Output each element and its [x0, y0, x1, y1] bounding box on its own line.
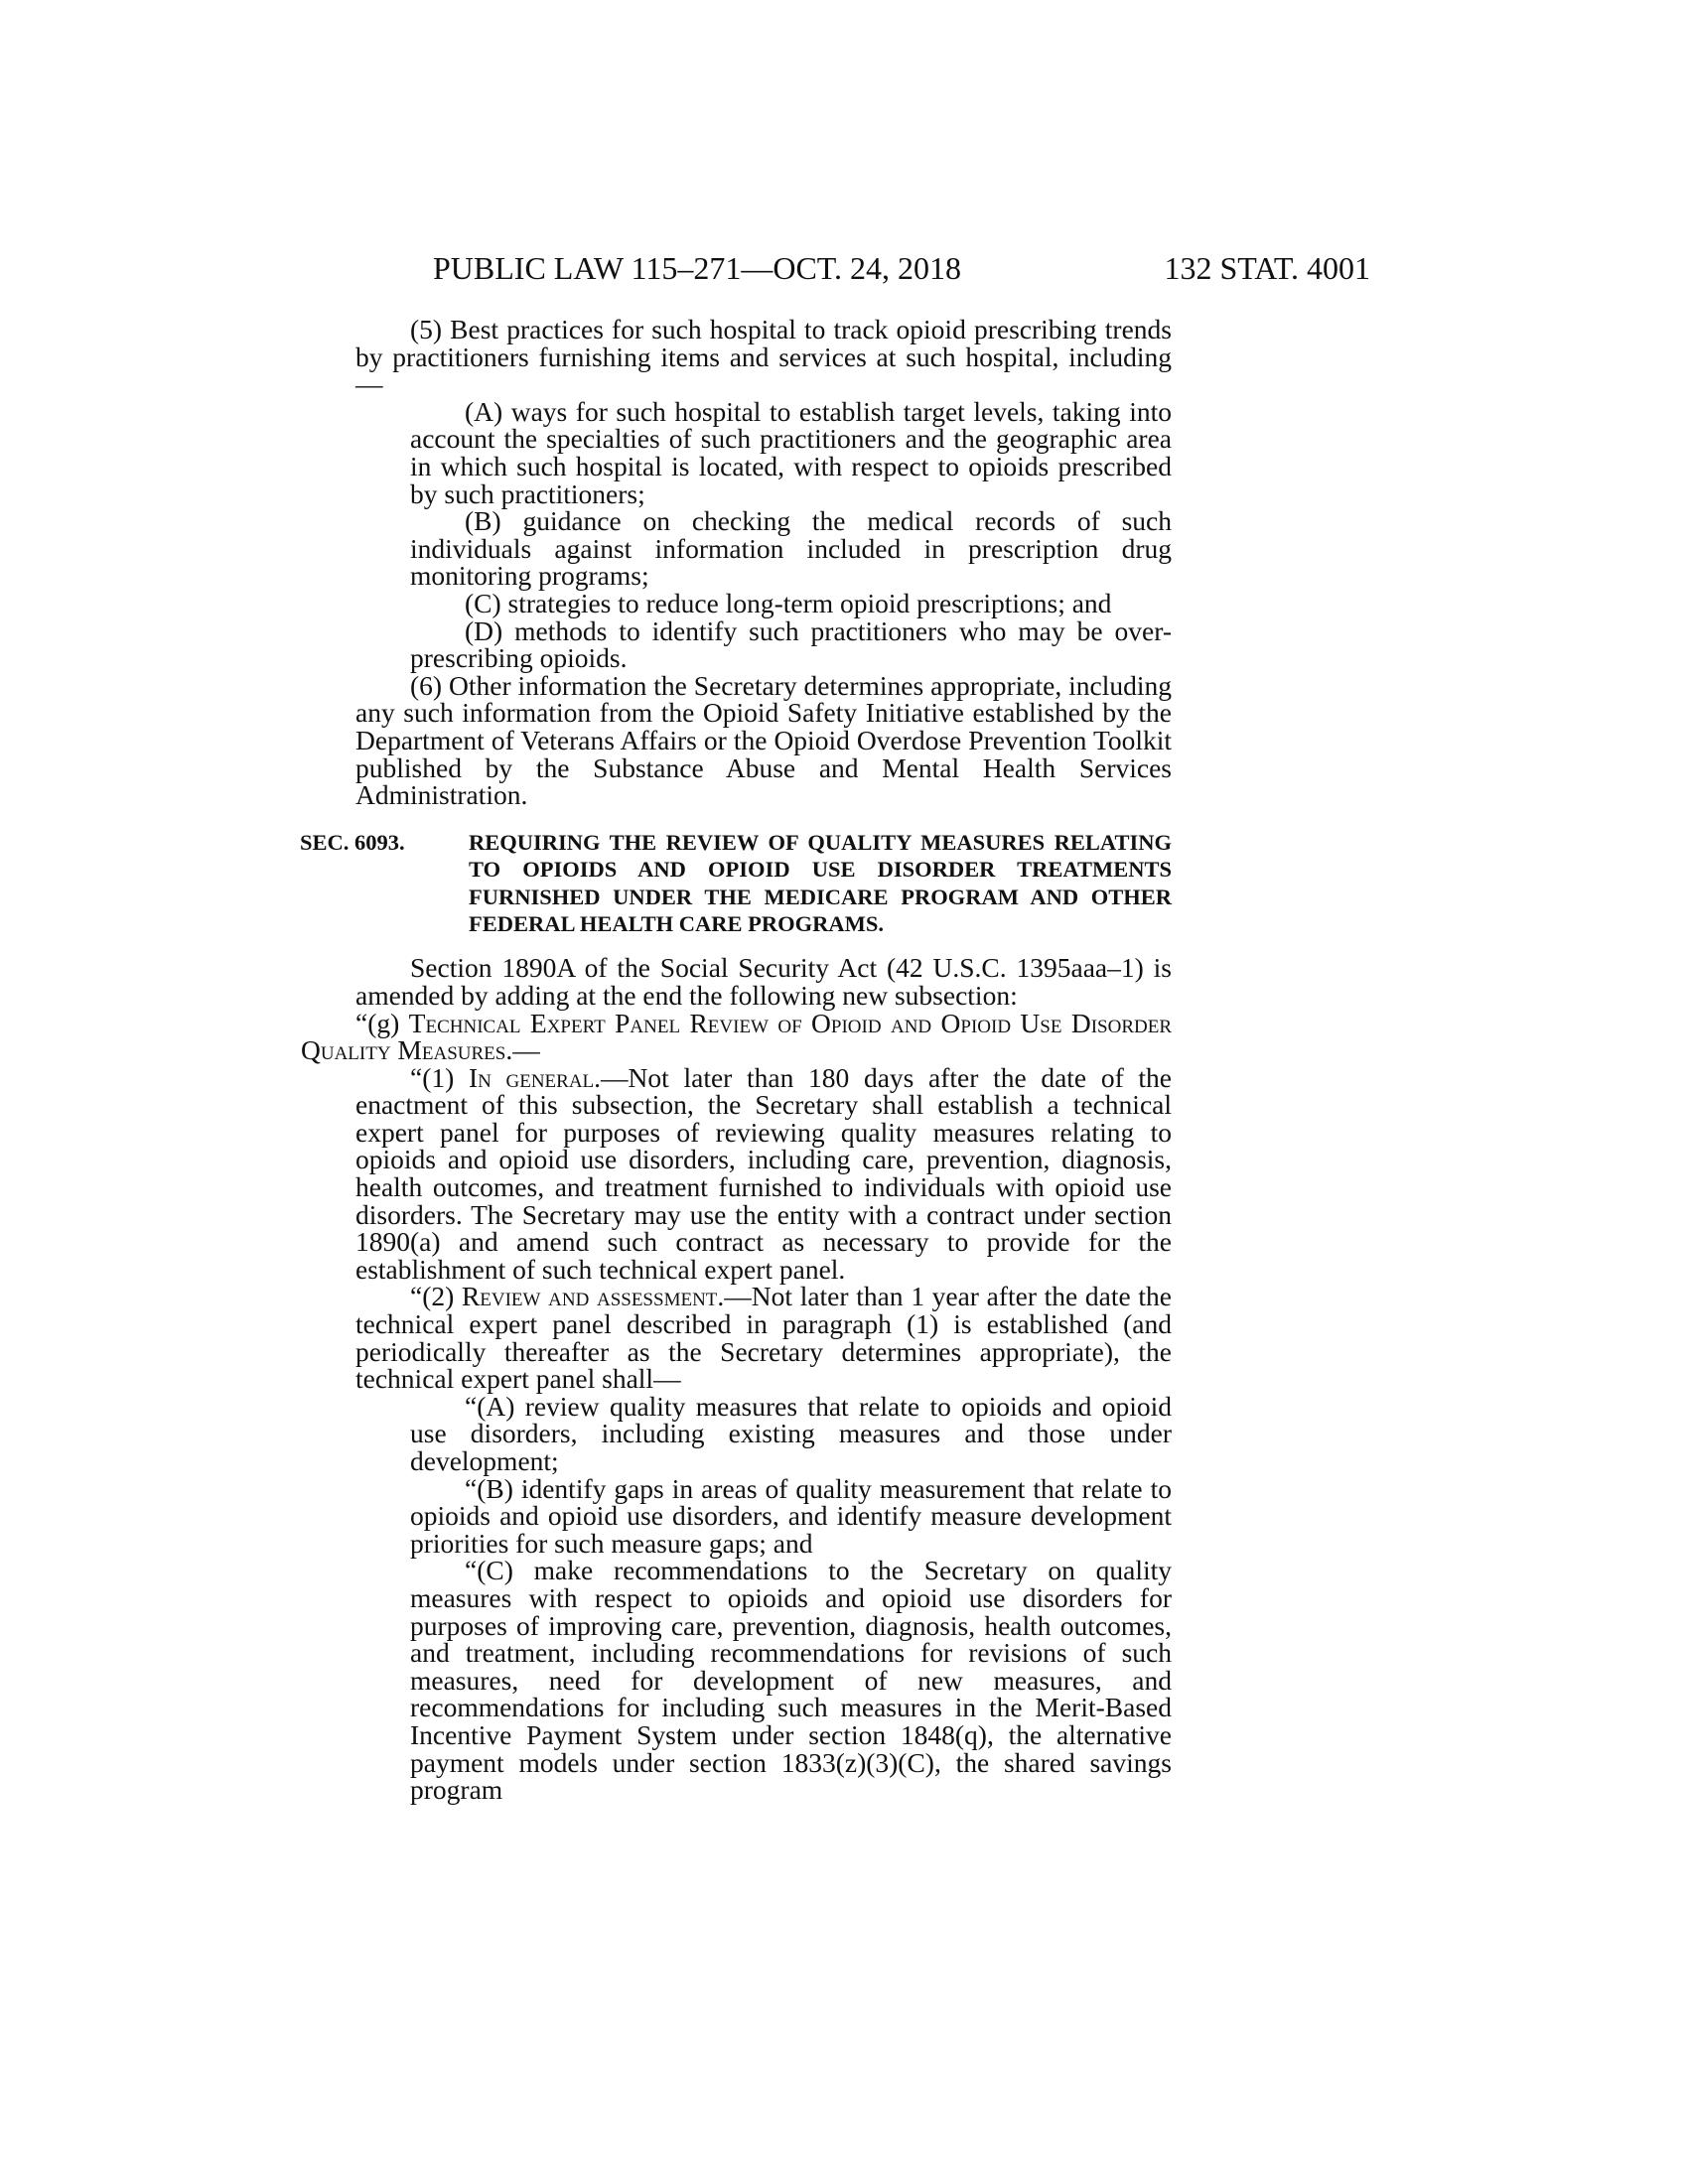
paragraph-g-1	[355, 1061, 1172, 1285]
subparagraph-5-D: (D) methods to identify such practitioners who may be over-prescribing opioids.	[410, 614, 1172, 674]
subsection-g-heading	[301, 1007, 1172, 1066]
subparagraph-5-B: (B) guidance on checking the medical records of such individuals against information included in prescription drug monitoring programs;	[410, 505, 1172, 592]
subsection-g-title: Technical Expert Panel Review of Opioid and Opioid Use Disorder Quality Measures	[301, 1007, 1172, 1066]
section-number: SEC. 6093.	[300, 829, 405, 855]
paragraph-g-2-text: .—Not later than 1 year after the date the technical expert panel described in paragraph (1) is established (and periodically thereafter as the Secretary determines appropriate), the technical expert panel shall—	[355, 1281, 1172, 1395]
paragraph-g-1-heading: In general	[468, 1061, 595, 1093]
statute-page-number: 132 STAT. 4001	[1164, 250, 1370, 286]
section-title: REQUIRING THE REVIEW OF QUALITY MEASURES RELATING TO OPIOIDS AND OPIOID USE DISORDER TREATMENTS FURNISHED UNDER THE MEDICARE PROGRAM AND OTHER FEDERAL HEALTH CARE PROGRAMS.	[469, 829, 1172, 936]
page-header	[433, 248, 1370, 288]
paragraph-g-1-prefix: “(1)	[410, 1061, 469, 1093]
subparagraph-5-A: (A) ways for such hospital to establish target levels, taking into account the specialties of such practitioners and the geographic area in which such hospital is located, with respect to opioids prescribed by such practitioners;	[410, 395, 1172, 509]
paragraph-g-2-prefix: “(2)	[410, 1281, 462, 1312]
subparagraph-g-2-A: “(A) review quality measures that relate to opioids and opioid use disorders, including existing measures and those under development;	[410, 1390, 1172, 1476]
paragraph-6: (6) Other information the Secretary determines appropriate, including any such information from the Opioid Safety Initiative established by the Department of Veterans Affairs or the Opioid Overdose Prevention Toolkit published by the Substance Abuse and Mental Health Services Administration.	[355, 669, 1172, 811]
section-intro: Section 1890A of the Social Security Act (42 U.S.C. 1395aaa–1) is amended by adding at the end the following new subsection:	[355, 952, 1172, 1011]
subsection-g-prefix: “(g)	[355, 1007, 409, 1038]
running-head-title: PUBLIC LAW 115–271—OCT. 24, 2018	[433, 250, 961, 286]
paragraph-g-2	[355, 1281, 1172, 1395]
subparagraph-g-2-B: “(B) identify gaps in areas of quality measurement that relate to opioids and opioid use disorders, and identify measure development priorities for such measure gaps; and	[410, 1472, 1172, 1559]
subparagraph-g-2-C: “(C) make recommendations to the Secretary on quality measures with respect to opioids and opioid use disorders for purposes of improving care, prevention, diagnosis, health outcomes, and treatment, including recommendations for revisions of such measures, need for development of new measures, and recommendations for including such measures in the Merit-Based Incentive Payment System under section 1848(q), the alternative payment models under section 1833(z)(3)(C), the shared savings program	[410, 1555, 1172, 1806]
subparagraph-5-C: (C) strategies to reduce long-term opioid prescriptions; and	[465, 587, 1112, 618]
section-heading	[300, 829, 1172, 938]
paragraph-g-1-text: .—Not later than 180 days after the date of the enactment of this subsection, the Secretary shall establish a technical expert panel for purposes of reviewing quality measures relating to opioids and opioid use disorders, including care, prevention, diagnosis, health outcomes, and treatment furnished to individuals with opioid use disorders. The Secretary may use the entity with a contract under section 1890(a) and amend such contract as necessary to provide for the establishment of such technical expert panel.	[355, 1061, 1172, 1285]
paragraph-5: (5) Best practices for such hospital to track opioid prescribing trends by practitioners furnishing items and services at such hospital, including—	[355, 314, 1172, 400]
document-body	[300, 314, 1172, 1806]
subsection-g-suffix: .—	[505, 1034, 540, 1066]
paragraph-g-2-heading: Review and assessment	[461, 1281, 718, 1312]
